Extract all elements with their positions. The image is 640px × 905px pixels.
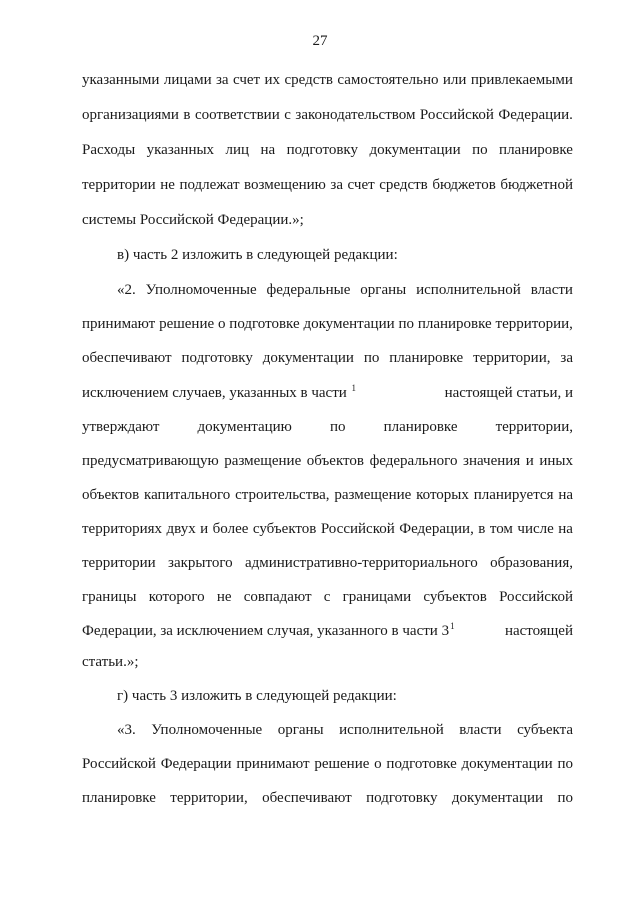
line-text	[82, 383, 356, 403]
word: привлекаемыми	[470, 72, 573, 88]
word: территории,	[495, 316, 573, 332]
word: субъектов	[252, 521, 317, 537]
text-line-12	[82, 451, 573, 471]
word: возмещению	[244, 177, 326, 193]
word: счет	[233, 72, 261, 88]
word: документации	[303, 316, 395, 332]
word: совпадают	[243, 589, 312, 605]
word: планируется	[473, 487, 554, 503]
word: территории,	[170, 790, 248, 806]
word: средств	[379, 177, 428, 193]
line-text-part: Федерации, за исключением случая, указанного в части	[82, 623, 438, 639]
word: обеспечивают	[262, 790, 352, 806]
word: утверждают	[82, 419, 160, 435]
text-line-3	[82, 140, 573, 160]
text-line-1	[82, 70, 573, 90]
word: Уполномоченные	[151, 722, 263, 738]
word: по	[557, 756, 573, 772]
text-line-19: г) часть 3 изложить в следующей редакции:	[117, 688, 397, 704]
word: власти	[459, 722, 502, 738]
word: органы	[360, 282, 407, 298]
line-text-part: 3	[441, 623, 450, 639]
word: территории	[82, 555, 156, 571]
word: территории,	[473, 350, 551, 366]
word: подготовке	[229, 316, 300, 332]
text-line-17	[82, 621, 573, 641]
word: федеральные	[266, 282, 351, 298]
word: бюджетной	[500, 177, 573, 193]
word: по	[398, 316, 414, 332]
word: предусматривающую	[82, 453, 219, 469]
word: подготовке	[386, 756, 457, 772]
word: на	[558, 487, 573, 503]
word: по	[363, 350, 380, 366]
word: подготовку	[286, 142, 358, 158]
word: указанными	[82, 72, 160, 88]
word: самостоятельно	[337, 72, 439, 88]
text-line-8	[82, 314, 573, 334]
word: Федерации	[160, 756, 232, 772]
word: бюджетов	[432, 177, 496, 193]
text-line-10	[82, 383, 573, 403]
word: которых	[416, 487, 469, 503]
word: законодательством	[295, 107, 416, 123]
word: с	[323, 589, 331, 605]
page-number: 27	[312, 33, 328, 49]
word: средств	[284, 72, 334, 88]
text-line-6: в) часть 2 изложить в следующей редакции:	[117, 247, 398, 263]
word: соответствии	[194, 107, 280, 123]
word: исполнительной	[416, 282, 521, 298]
word: о	[217, 316, 226, 332]
word: границы	[82, 589, 137, 605]
word: размещение	[224, 453, 302, 469]
word: лицами	[163, 72, 212, 88]
word: не	[160, 177, 175, 193]
word: субъектов	[423, 589, 487, 605]
text-line-22	[82, 788, 573, 808]
word: Российской	[82, 756, 156, 772]
word: по	[472, 142, 488, 158]
word: строительства,	[235, 487, 330, 503]
word: за	[216, 72, 229, 88]
text-line-14	[82, 519, 573, 539]
word: лиц	[225, 142, 250, 158]
word: подготовку	[181, 350, 253, 366]
word: документации	[262, 350, 354, 366]
word: указанных	[146, 142, 215, 158]
word: планировке	[82, 790, 156, 806]
word: планировке	[383, 419, 458, 435]
word: их	[264, 72, 281, 88]
word: в	[478, 521, 486, 537]
word: документации	[369, 142, 461, 158]
word: более	[212, 521, 249, 537]
word: принимают	[82, 316, 156, 332]
word: субъекта	[517, 722, 573, 738]
superscript: 1	[351, 383, 357, 393]
word: территории,	[495, 419, 573, 435]
superscript: 1	[450, 621, 455, 631]
word: федерального	[369, 453, 458, 469]
word: счет	[347, 177, 375, 193]
text-line-20	[117, 720, 573, 740]
text-line-2	[82, 105, 573, 125]
word: размещение	[334, 487, 412, 503]
word: за	[330, 177, 343, 193]
word: в	[183, 107, 191, 123]
word: Российской	[320, 521, 395, 537]
word: подлежат	[179, 177, 240, 193]
word: документации	[461, 756, 553, 772]
text-line-4	[82, 175, 573, 195]
text-line-11	[82, 417, 573, 437]
word: двух	[166, 521, 196, 537]
word: Российской	[499, 589, 573, 605]
word: планировке	[389, 350, 464, 366]
word: за	[560, 350, 573, 366]
word: исполнительной	[339, 722, 444, 738]
text-line-15	[82, 553, 573, 573]
word: организациями	[82, 107, 179, 123]
text-line-13	[82, 485, 573, 505]
word: обеспечивают	[82, 350, 172, 366]
word: которого	[148, 589, 205, 605]
word: документации	[451, 790, 544, 806]
word: территориях	[82, 521, 163, 537]
word: документацию	[197, 419, 292, 435]
word: территории	[82, 177, 156, 193]
word: решение	[314, 756, 370, 772]
word: планировке	[499, 142, 573, 158]
word: значения	[463, 453, 521, 469]
word: границами	[342, 589, 412, 605]
text-line-21	[82, 754, 573, 774]
text-line-18: статьи.»;	[82, 654, 139, 670]
word: с	[284, 107, 291, 123]
word: числе	[517, 521, 554, 537]
word: Уполномоченные	[145, 282, 257, 298]
word: планировке	[417, 316, 492, 332]
text-line-9	[82, 348, 573, 368]
word: на	[260, 142, 276, 158]
word: «2.	[117, 282, 136, 298]
word: и	[525, 453, 534, 469]
line-text	[82, 621, 455, 641]
word: решение	[159, 316, 215, 332]
word: подготовку	[366, 790, 438, 806]
word: объектов	[82, 487, 140, 503]
word: объектов	[306, 453, 364, 469]
line-text-part: исключением случаев, указанных в части	[82, 385, 347, 401]
word: не	[216, 589, 232, 605]
word: Федерации.	[498, 107, 573, 123]
word: органы	[277, 722, 324, 738]
word: «3.	[117, 722, 136, 738]
word: и	[200, 521, 209, 537]
word: административно-территориального	[244, 555, 478, 571]
word: по	[329, 419, 346, 435]
text-line-7	[117, 280, 573, 300]
word: закрытого	[168, 555, 233, 571]
line-text: настоящей	[504, 623, 573, 639]
word: капитального	[144, 487, 231, 503]
word: том	[489, 521, 513, 537]
line-text: настоящей статьи, и	[444, 385, 573, 401]
word: образования,	[490, 555, 573, 571]
word: принимают	[236, 756, 310, 772]
word: Российской	[419, 107, 494, 123]
word: о	[374, 756, 382, 772]
word: Расходы	[82, 142, 136, 158]
word: на	[558, 521, 573, 537]
word: по	[557, 790, 573, 806]
text-line-5: системы Российской Федерации.»;	[82, 212, 304, 228]
word: власти	[530, 282, 573, 298]
text-line-16	[82, 587, 573, 607]
word: или	[442, 72, 467, 88]
word: иных	[539, 453, 573, 469]
word: Федерации,	[399, 521, 474, 537]
